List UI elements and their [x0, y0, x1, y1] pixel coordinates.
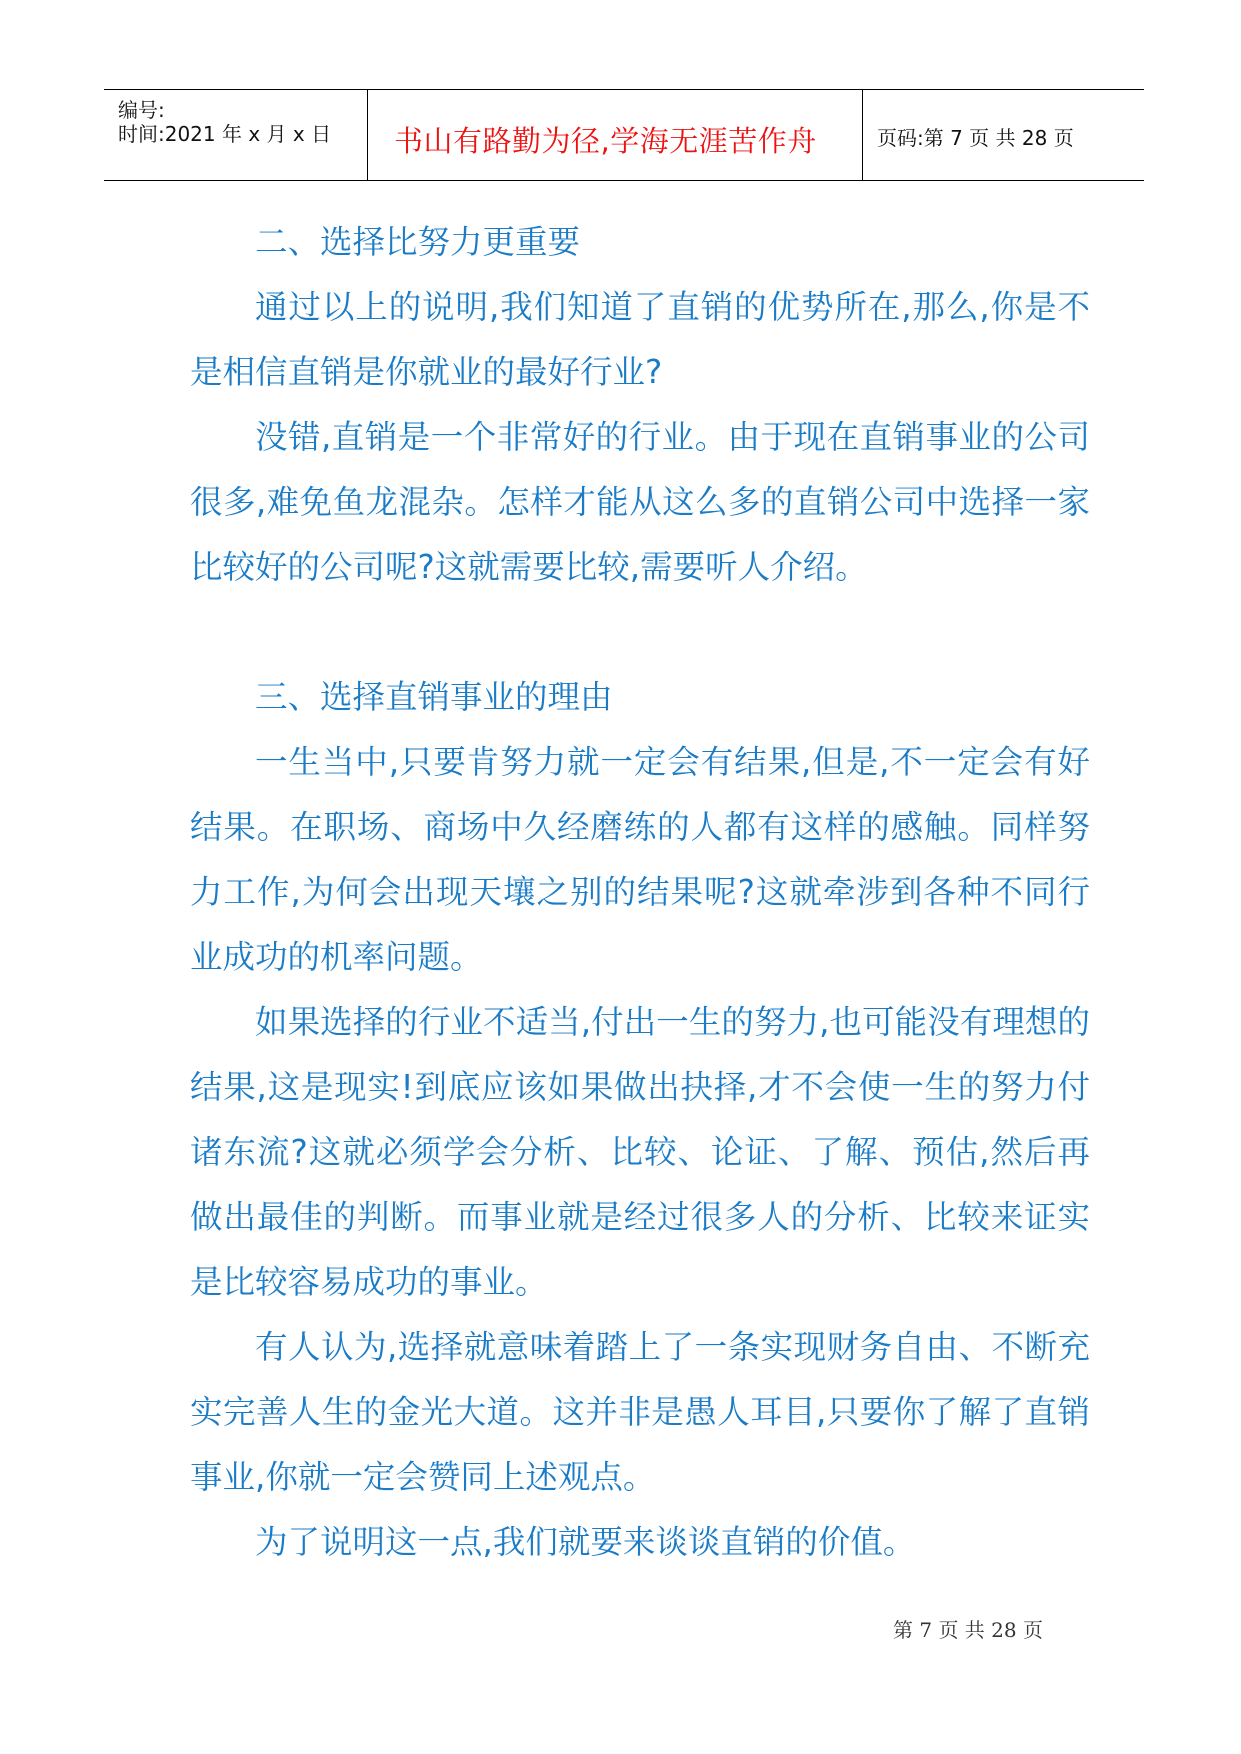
section-1 [190, 210, 1090, 600]
body-paragraph: 通过以上的说明,我们知道了直销的优势所在,那么,你是不是相信直销是你就业的最好行业? [190, 288, 1090, 391]
header-page-label: 页码:第 7 页 共 28 页 [877, 126, 1074, 150]
body-paragraph: 一生当中,只要肯努力就一定会有结果,但是,不一定会有好结果。在职场、商场中久经磨练的人都有这样的感触。同样努力工作,为何会出现天壤之别的结果呢?这就牵涉到各种不同行业成功的机率问题。 [190, 743, 1090, 976]
section-spacer [190, 600, 1090, 665]
header-motto: 书山有路勤为径,学海无涯苦作舟 [394, 124, 817, 158]
page-footer: 第 7 页 共 28 页 [893, 1618, 1043, 1642]
page-header [104, 89, 1144, 181]
section-2 [190, 665, 1090, 1575]
document-date-label: 时间:2021 年 x 月 x 日 [118, 122, 332, 146]
document-body [190, 210, 1090, 1575]
document-number-label: 编号: [118, 98, 165, 122]
section-heading: 二、选择比努力更重要 [255, 223, 581, 261]
header-right-cell [863, 90, 1144, 180]
body-paragraph: 如果选择的行业不适当,付出一生的努力,也可能没有理想的结果,这是现实!到底应该如果做出抉择,才不会使一生的努力付诸东流?这就必须学会分析、比较、论证、了解、预估,然后再做出最佳的判断。而事业就是经过很多人的分析、比较来证实是比较容易成功的事业。 [190, 1003, 1090, 1301]
body-paragraph: 没错,直销是一个非常好的行业。由于现在直销事业的公司很多,难免鱼龙混杂。怎样才能从这么多的直销公司中选择一家比较好的公司呢?这就需要比较,需要听人介绍。 [190, 418, 1090, 586]
header-left-cell [104, 90, 368, 180]
header-middle-cell [368, 90, 863, 180]
body-paragraph: 为了说明这一点,我们就要来谈谈直销的价值。 [255, 1523, 916, 1561]
section-heading: 三、选择直销事业的理由 [255, 678, 613, 716]
body-paragraph: 有人认为,选择就意味着踏上了一条实现财务自由、不断充实完善人生的金光大道。这并非是愚人耳目,只要你了解了直销事业,你就一定会赞同上述观点。 [190, 1328, 1090, 1496]
